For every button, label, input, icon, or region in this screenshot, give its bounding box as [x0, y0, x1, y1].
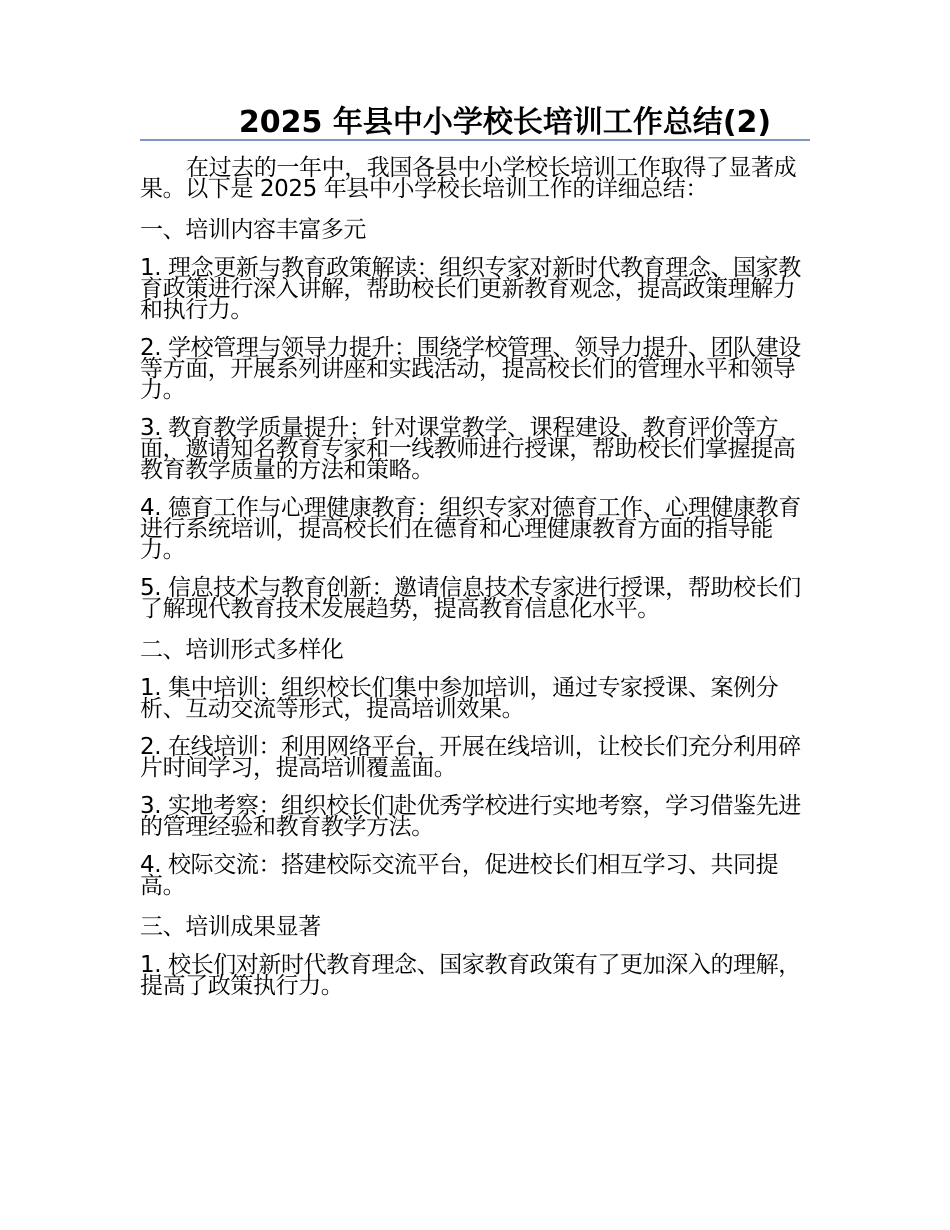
section-2-item-2: 2. 在线培训：利用网络平台，开展在线培训，让校长们充分利用碎片时间学习，提高培训覆盖面。 [140, 734, 801, 781]
section-1-item-2: 2. 学校管理与领导力提升：围绕学校管理、领导力提升、团队建设等方面，开展系列讲座和实践活动，提高校长们的管理水平和领导力。 [140, 335, 801, 403]
section-heading-2: 二、培训形式多样化 [140, 637, 344, 663]
section-1-item-4: 4. 德育工作与心理健康教育：组织专家对德育工作、心理健康教育进行系统培训，提高校长们在德育和心理健康教育方面的指导能力。 [140, 495, 801, 563]
document-title: 2025 年县中小学校长培训工作总结(2) [238, 105, 772, 140]
section-1-item-1: 1. 理念更新与教育政策解读：组织专家对新时代教育理念、国家教育政策进行深入讲解，帮助校长们更新教育观念，提高政策理解力和执行力。 [140, 255, 801, 323]
section-1-item-5: 5. 信息技术与教育创新：邀请信息技术专家进行授课，帮助校长们了解现代教育技术发展趋势，提高教育信息化水平。 [140, 575, 801, 622]
section-2-item-3: 3. 实地考察：组织校长们赴优秀学校进行实地考察，学习借鉴先进的管理经验和教育教学方法。 [140, 793, 801, 840]
title-underline [140, 139, 810, 141]
section-3-item-1: 1. 校长们对新时代教育理念、国家教育政策有了更加深入的理解，提高了政策执行力。 [140, 952, 801, 999]
intro-paragraph: 在过去的一年中，我国各县中小学校长培训工作取得了显著成果。以下是 2025 年县中小学校长培训工作的详细总结： [140, 155, 797, 202]
document-body [140, 155, 810, 1014]
section-2-item-1: 1. 集中培训：组织校长们集中参加培训，通过专家授课、案例分析、互动交流等形式，提高培训效果。 [140, 675, 779, 722]
section-heading-3: 三、培训成果显著 [140, 914, 321, 940]
section-1-item-3: 3. 教育教学质量提升：针对课堂教学、课程建设、教育评价等方面，邀请知名教育专家和一线教师进行授课，帮助校长们掌握提高教育教学质量的方法和策略。 [140, 415, 796, 483]
section-2-item-4: 4. 校际交流：搭建校际交流平台，促进校长们相互学习、共同提高。 [140, 852, 779, 899]
section-heading-1: 一、培训内容丰富多元 [140, 217, 367, 243]
